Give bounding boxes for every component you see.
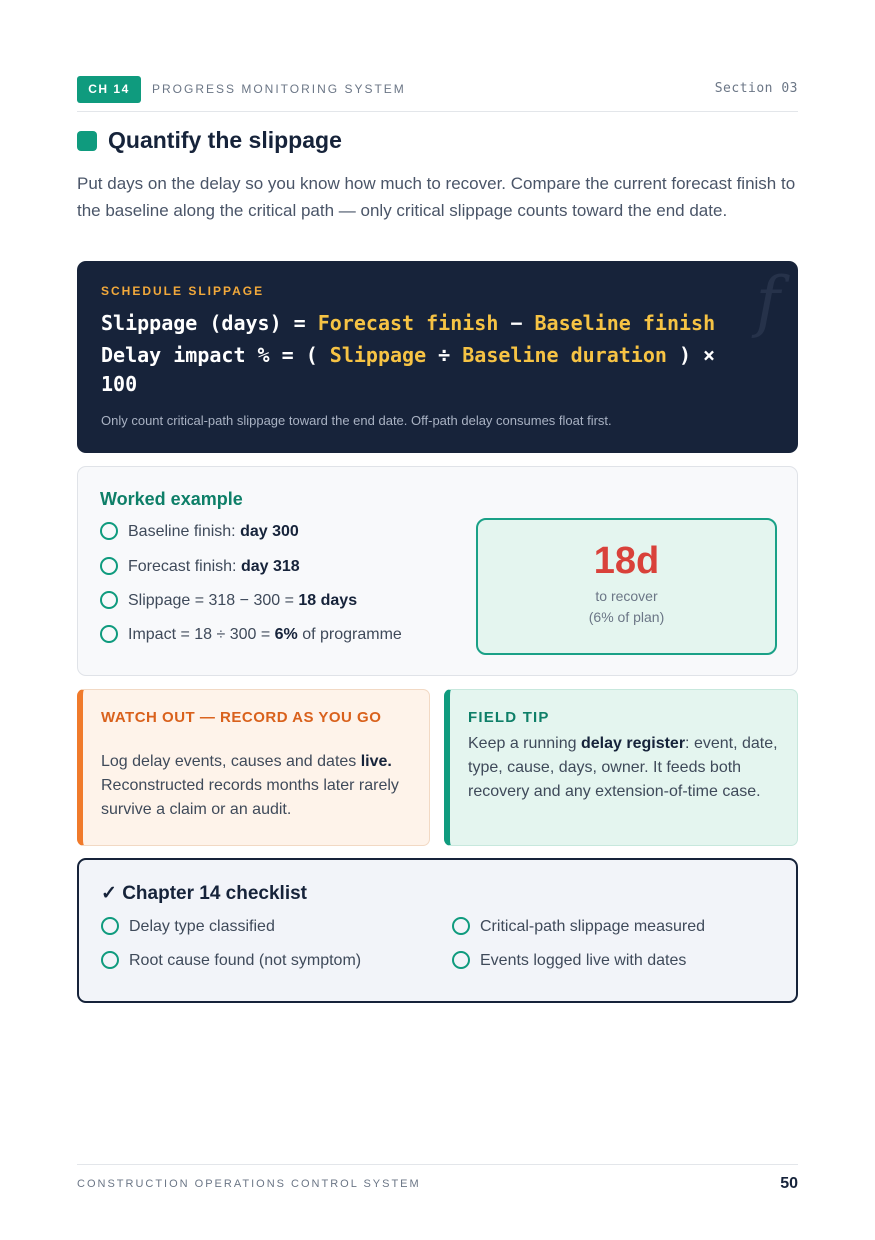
- formula-line-slippage: [101, 309, 761, 338]
- chapter-checklist: [77, 858, 798, 1003]
- function-icon: f: [755, 263, 780, 340]
- formula-term: Baseline duration: [462, 343, 667, 367]
- worked-example-item: [100, 625, 402, 645]
- formula-lhs: Delay impact % = (: [101, 343, 330, 367]
- checklist-item[interactable]: [452, 951, 686, 970]
- checkbox-circle-icon[interactable]: [452, 917, 470, 935]
- worked-example-item: [100, 522, 299, 542]
- section-title: Quantify the slippage: [108, 127, 342, 153]
- worked-example-card: [77, 466, 798, 676]
- formula-term: Forecast finish: [317, 311, 499, 335]
- page-number: 50: [780, 1175, 798, 1192]
- body-text: Keep a running: [468, 735, 581, 752]
- item-value: 18 days: [298, 592, 358, 609]
- item-text: Baseline finish:: [128, 523, 241, 540]
- footer-system-name: CONSTRUCTION OPERATIONS CONTROL SYSTEM: [77, 1178, 421, 1190]
- checklist-item-label: Events logged live with dates: [480, 952, 687, 969]
- item-text: Impact = 18 ÷ 300 =: [128, 626, 275, 643]
- field-tip-title: FIELD TIP: [468, 709, 550, 726]
- worked-example-title: Worked example: [100, 489, 243, 509]
- checklist-title: [101, 882, 307, 905]
- formula-operator: −: [498, 311, 535, 335]
- item-value: day 318: [240, 558, 300, 575]
- circle-icon: [100, 591, 118, 609]
- watch-out-title: WATCH OUT — RECORD AS YOU GO: [101, 709, 382, 726]
- body-emphasis: delay register: [580, 735, 686, 752]
- worked-example-item: [100, 591, 357, 611]
- page-footer: [77, 1164, 798, 1204]
- item-text: Forecast finish:: [128, 558, 241, 575]
- formula-note: Only count critical-path slippage toward the end date. Off-path delay consumes float first.: [101, 413, 612, 428]
- formula-operator: ÷: [426, 343, 463, 367]
- circle-icon: [100, 625, 118, 643]
- body-text: : event, date, type, cause, days, owner. It feeds both recovery and any extension-of-time case.: [468, 735, 778, 800]
- formula-tail: ) × 100: [101, 343, 716, 396]
- checklist-item-label: Critical-path slippage measured: [480, 918, 705, 935]
- checklist-item-label: Delay type classified: [129, 918, 275, 935]
- chapter-badge: CH 14: [77, 76, 141, 103]
- page-header: [77, 76, 798, 112]
- formula-label: SCHEDULE SLIPPAGE: [101, 284, 265, 298]
- item-value: day 300: [240, 523, 299, 540]
- body-emphasis: live.: [360, 753, 392, 770]
- formula-term: Baseline finish: [534, 311, 716, 335]
- checklist-item[interactable]: [101, 917, 275, 936]
- checkbox-circle-icon[interactable]: [452, 951, 470, 969]
- watch-out-body: [101, 750, 421, 822]
- formula-card: [77, 261, 798, 453]
- check-icon: ✓: [101, 883, 117, 904]
- formula-lhs: Slippage (days) =: [101, 311, 318, 335]
- header-section: Section 03: [714, 81, 798, 96]
- section-square-icon: [77, 131, 97, 151]
- checklist-title-text: Chapter 14 checklist: [122, 883, 308, 904]
- formula-term: Slippage: [329, 343, 427, 367]
- section-intro: Put days on the delay so you know how much to recover. Compare the current forecast finish to the baseline along the critical path — only critical slippage counts toward the end date.: [77, 174, 796, 220]
- checklist-item[interactable]: [101, 951, 361, 970]
- item-text: Slippage = 318 − 300 =: [128, 592, 299, 609]
- result-value: 18d: [593, 540, 660, 582]
- field-tip-body: [468, 732, 788, 804]
- checkbox-circle-icon[interactable]: [101, 951, 119, 969]
- checkbox-circle-icon[interactable]: [101, 917, 119, 935]
- result-caption: to recover: [595, 588, 658, 604]
- formula-line-impact: [101, 341, 761, 399]
- watch-out-callout: [77, 689, 430, 846]
- circle-icon: [100, 522, 118, 540]
- item-value: 6%: [274, 626, 298, 643]
- field-tip-callout: [444, 689, 798, 846]
- checklist-item-label: Root cause found (not symptom): [129, 952, 362, 969]
- circle-icon: [100, 557, 118, 575]
- body-text: Reconstructed records months later rarely survive a claim or an audit.: [101, 777, 399, 818]
- checklist-item[interactable]: [452, 917, 705, 936]
- result-box: [476, 518, 777, 655]
- result-caption-percent: (6% of plan): [588, 609, 665, 625]
- item-suffix: of programme: [297, 626, 402, 643]
- body-text: Log delay events, causes and dates: [101, 753, 361, 770]
- header-title: PROGRESS MONITORING SYSTEM: [152, 82, 406, 96]
- worked-example-item: [100, 557, 300, 577]
